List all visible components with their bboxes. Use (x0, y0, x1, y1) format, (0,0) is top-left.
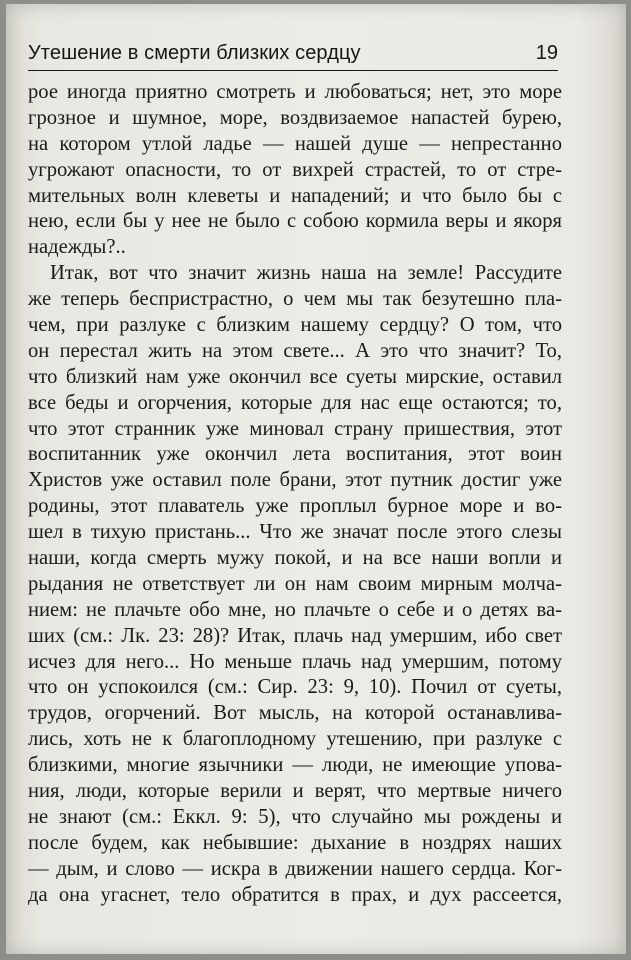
text-line: мительных волн клеветы и нападений; и что было бы с (28, 184, 562, 207)
text-line: родины, этот плаватель уже проплыл бурное море и во- (28, 495, 562, 518)
text-line: нею, если бы у нее не было с собою кормила веры и якоря (28, 210, 562, 233)
text-line: воспитанник уже окончил лета воспитания, этот воин (28, 443, 562, 466)
text-line: ших (см.: Лк. 23: 28)? Итак, плачь над умершим, ибо свет (28, 624, 562, 647)
page-header (28, 38, 558, 71)
text-line: что близкий нам уже окончил все суеты мирские, оставил (28, 365, 562, 388)
text-line: — дым, и слово — искра в движении нашего сердца. Ког- (28, 857, 562, 880)
text-line: чем, при разлуке с близким нашему сердцу? О том, что (28, 314, 562, 337)
text-line: же теперь беспристрастно, о чем мы так безутешно пла- (28, 288, 562, 311)
text-line: не знают (см.: Еккл. 9: 5), что случайно мы рождены и (28, 805, 562, 828)
text-line: все беды и огорчения, которые для нас еще остаются; то, (28, 391, 562, 414)
text-line: грозное и шумное, море, воздвизаемое напастей бурею, (28, 106, 562, 129)
text-line: он перестал жить на этом свете... А это что значит? То, (28, 339, 562, 362)
text-line: нием: не плачьте обо мне, но плачьте о себе и о детях ва- (28, 598, 562, 621)
text-line: исчез для него... Но меньше плачь над умершим, потому (28, 650, 562, 673)
text-line: рыдания не ответствует ли он нам своим мирным молча- (28, 572, 562, 595)
text-line: рое иногда приятно смотреть и любоваться; нет, это море (28, 81, 562, 103)
text-line: после будем, как небывшие: дыхание в ноздрях наших (28, 831, 562, 854)
book-page (6, 4, 626, 954)
text-line: угрожают опасности, то от вихрей страстей, то от стре- (28, 158, 562, 181)
text-line: что он успокоился (см.: Сир. 23: 9, 10). Почил от суеты, (28, 676, 562, 699)
running-title: Утешение в смерти близких сердцу (28, 42, 361, 64)
text-line: близкими, многие язычники — люди, не имеющие упова- (28, 754, 562, 777)
text-line: что этот странник уже миновал страну пришествия, этот (28, 417, 562, 440)
text-line: наши, когда смерть мужу покой, и на все наши вопли и (28, 547, 562, 570)
text-line: надежды?.. (28, 236, 126, 259)
body-text (28, 80, 562, 909)
text-line: да она угаснет, тело обратится в прах, и дух рассеется, (28, 883, 562, 906)
page-number: 19 (535, 42, 558, 64)
text-line: Христов уже оставил поле брани, этот путник достиг уже (28, 469, 562, 492)
paragraph-start-line: Итак, вот что значит жизнь наша на земле! Рассудите (50, 262, 562, 285)
text-line: трудов, огорчений. Вот мысль, на которой останавлива- (28, 702, 562, 725)
text-line: на котором утлой ладье — нашей душе — непрестанно (28, 132, 562, 155)
text-line: ния, люди, которые верили и верят, что мертвые ничего (28, 780, 562, 803)
text-line: шел в тихую пристань... Что же значат после этого слезы (28, 521, 562, 544)
text-line: лись, хоть не к благоплодному утешению, при разлуке с (28, 728, 562, 751)
